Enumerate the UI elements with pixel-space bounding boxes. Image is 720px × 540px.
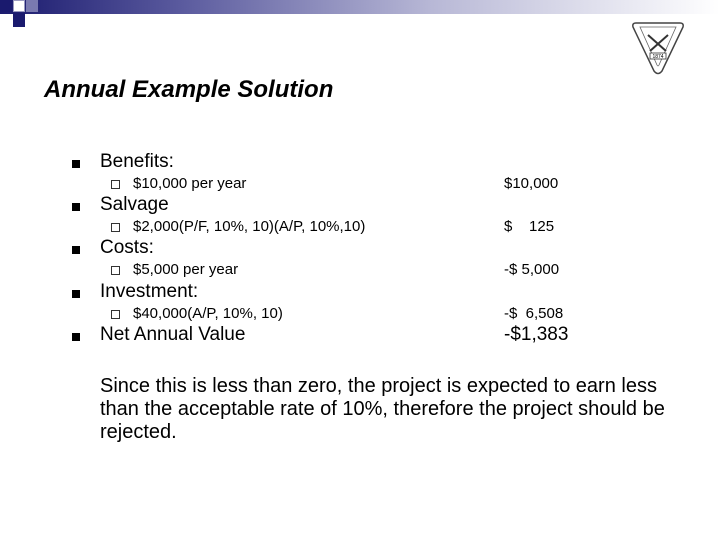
net-annual-value-label: Net Annual Value	[100, 324, 246, 345]
item-salvage-value: $ 125	[504, 218, 555, 235]
corner-square-dark-2	[13, 13, 25, 27]
school-seal-logo	[628, 17, 688, 77]
item-salvage-detail: $2,000(P/F, 10%, 10)(A/P, 10%,10)	[133, 218, 366, 235]
item-benefits-detail: $10,000 per year	[133, 175, 247, 192]
item-costs-label: Costs:	[100, 237, 154, 258]
corner-square-mid	[26, 0, 38, 12]
sub-bullet-investment	[111, 310, 120, 319]
item-salvage-label: Salvage	[100, 194, 169, 215]
item-investment-detail: $40,000(A/P, 10%, 10)	[133, 305, 283, 322]
item-benefits-label: Benefits:	[100, 151, 174, 172]
corner-square-light	[13, 0, 25, 12]
conclusion-text: Since this is less than zero, the project is expected to earn less than the acceptable rate of 10%, therefore the project should be rejected.	[100, 375, 665, 443]
bullet-investment	[72, 290, 80, 298]
item-benefits-value: $10,000	[504, 175, 559, 192]
slide-title: Annual Example Solution	[44, 76, 334, 103]
seal-year: 1874	[652, 54, 664, 60]
bullet-costs	[72, 246, 80, 254]
net-annual-value: -$1,383	[504, 324, 569, 345]
sub-bullet-salvage	[111, 223, 120, 232]
item-costs-value: -$ 5,000	[504, 261, 560, 278]
item-investment-label: Investment:	[100, 281, 199, 302]
sub-bullet-costs	[111, 266, 120, 275]
corner-square-dark	[0, 0, 12, 12]
item-investment-value: -$ 6,508	[504, 305, 564, 322]
bullet-net	[72, 333, 80, 341]
item-costs-detail: $5,000 per year	[133, 261, 239, 278]
sub-bullet-benefits	[111, 180, 120, 189]
bullet-benefits	[72, 160, 80, 168]
bullet-salvage	[72, 203, 80, 211]
title-bar-gradient	[0, 0, 720, 14]
